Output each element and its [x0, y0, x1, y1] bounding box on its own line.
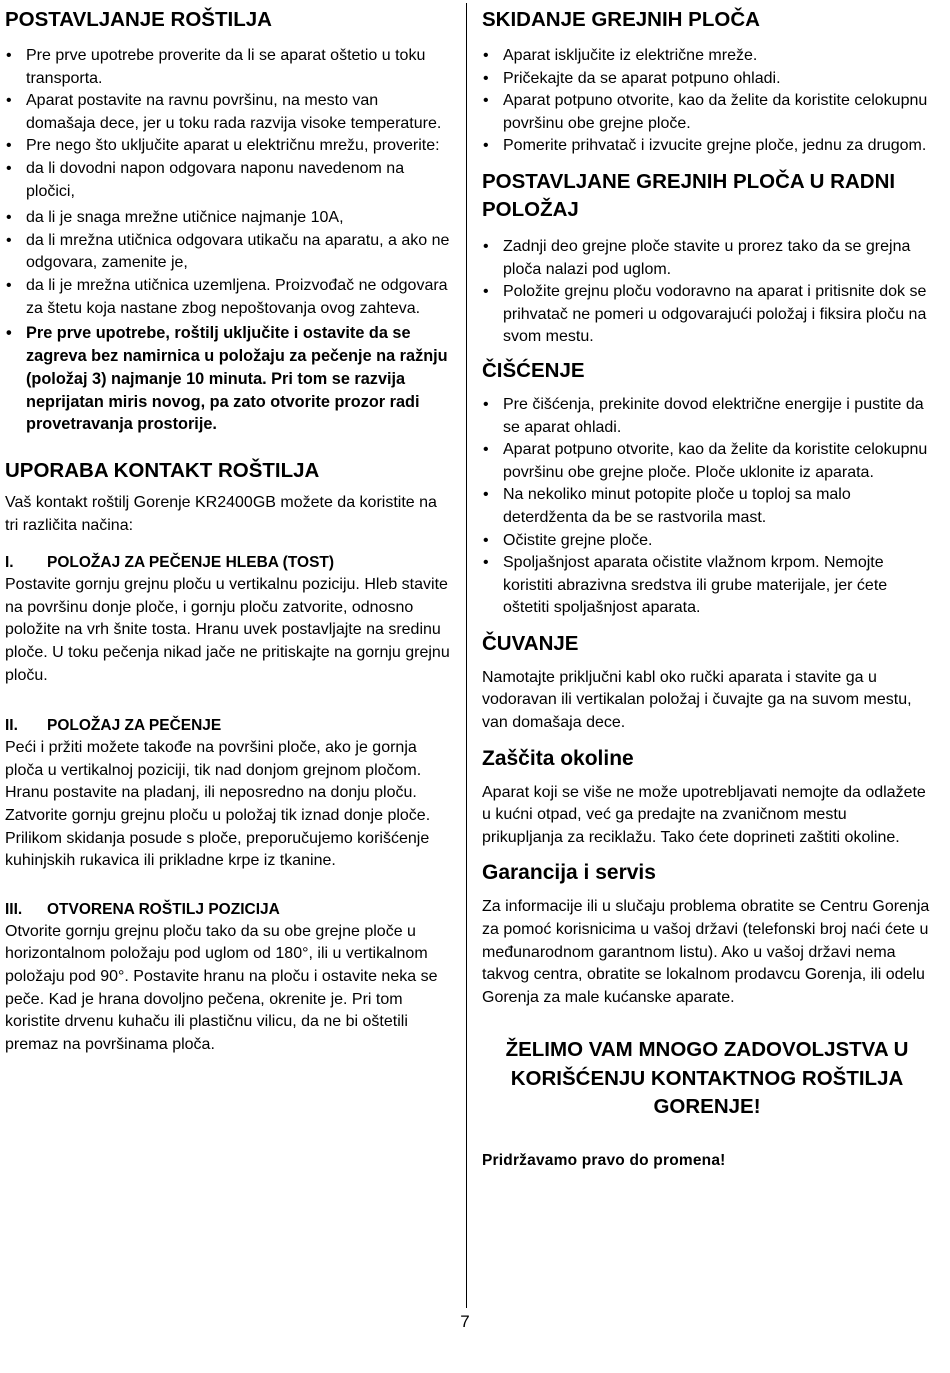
list-item: • Aparat isključite iz električne mreže. [482, 45, 932, 68]
list-item: • Aparat potpuno otvorite, kao da želite da koristite celokupnu površinu obe grejne ploče. Ploče uklonite iz aparata. [482, 439, 932, 484]
list-item: • Aparat postavite na ravnu površinu, na mesto van domašaja dece, jer u toku rada razvija visoke temperature. [5, 90, 450, 135]
body-text: Postavite gornju grejnu ploču u vertikalnu poziciju. Hleb stavite na površinu donje ploče, i gornju ploču zatvorite, odnosno položite na vrh šnite tosta. Hranu uvek postavljajte na sredinu ploče. U toku pečenja nikad jače ne pritiskajte na gornju grejnu ploču. [5, 576, 450, 684]
body-text: Za informacije ili u slučaju problema obratite se Centru Gorenja za pomoć korisnicima u vašoj državi (telefonski broj naći ćete u međunarodnom garantnom listu). Ako u vašoj državi nema takvog centra, obratite se lokalnom prodavcu Gorenja, ili odelu Gorenja za male kućanske aparate. [482, 898, 930, 1006]
section-title-postavljanje: POSTAVLJANJE ROŠTILJA [5, 8, 272, 31]
subsection-title: POLOŽAJ ZA PEČENJE HLEBA (TOST) [47, 554, 335, 572]
body-text: Hranu postavite na pladanj, ili neposredno na donju ploču. Zatvorite gornju grejnu ploču u položaj tik iznad donje ploče. Prilikom skidanja posude s ploče, preporučujemo korišćenje kuhinjskih rukavica ili prikladne krpe iz tkanine. [5, 784, 431, 870]
removal-list [482, 45, 932, 158]
list-item: • Očistite grejne ploče. [482, 530, 932, 553]
subsection-number: II. [5, 717, 18, 735]
body-text: Aparat koji se više ne može upotrebljavati nemojte da odlažete u kućni otpad, već ga predajte na zvaničnom mestu prikupljanja za reciklažu. Tako ćete doprineti zaštiti okoline. [482, 783, 926, 846]
section-title-uporaba: UPORABA KONTAKT ROŠTILJA [5, 459, 320, 483]
body-text: Otvorite gornju grejnu ploču tako da su obe grejne ploče u horizontalnom položaju pod uglom od 180°, ili u vertikalnom položaju pod 90°. Postavite hranu na ploču i ostavite neka se peče. Kad je hrana dovoljno pečena, okrenite je. Pri tom koristite drvenu kuhaču ili plastičnu vilicu, da ne bi oštetili premaz na površinama ploča. [5, 922, 438, 1053]
subsection-heading-3 [5, 899, 450, 921]
subsection-number: III. [5, 900, 23, 918]
setup-list [5, 45, 450, 436]
list-item: • Zadnji deo grejne ploče stavite u prorez tako da se grejna ploča nalazi pod uglom. [482, 236, 932, 281]
list-item: • Pomerite prihvatač i izvucite grejne ploče, jednu za drugom. [482, 135, 932, 158]
list-item: • da li je snaga mrežne utičnice najmanje 10A, [5, 207, 450, 230]
subsection-number: I. [5, 554, 14, 572]
list-item: • Pričekajte da se aparat potpuno ohladi. [482, 68, 932, 91]
list-item: • da li mrežna utičnica odgovara utikaču na aparatu, a ako ne odgovara, zamenite je, [5, 230, 450, 275]
list-item: • da li dovodni napon odgovara naponu navedenom na pločici, [5, 158, 450, 203]
right-column [482, 0, 932, 1173]
cleaning-list [482, 394, 932, 620]
list-item: • Na nekoliko minut potopite ploče u toploj sa malo deterdženta da be se rastvorila mast. [482, 484, 932, 529]
list-item: • Pre čišćenja, prekinite dovod električne energije i pustite da se aparat ohladi. [482, 394, 932, 439]
body-text: Peći i pržiti možete takođe na površini ploče, ako je gornja ploča u vertikalnoj poziciji, tik nad donjom grejnom pločom. [5, 739, 422, 779]
list-item: • Pre nego što uključite aparat u električnu mrežu, proverite: [5, 135, 450, 158]
list-item-bold: • Pre prve upotrebe, roštilj uključite i ostavite da se zagreva bez namirnica u položaju za pečenje na ražnju (položaj 3) najmanje 10 minuta. Pri tom se razvija neprijatan miris novog, pa zato otvorite prozor radi provetravanja prostorije. [5, 322, 450, 436]
list-item: • da li je mrežna utičnica uzemljena. Proizvođač ne odgovara za štetu koja nastane zbog nepoštovanja ovog zahteva. [5, 275, 450, 320]
section-title-postavljane: POSTAVLJANE GREJNIH PLOČA U RADNI POLOŽAJ [482, 169, 896, 221]
section-title-zascita: Zaščita okoline [482, 746, 634, 770]
subsection-title: OTVORENA ROŠTILJ POZICIJA [47, 900, 280, 918]
column-divider [466, 3, 467, 1308]
list-item: • Aparat potpuno otvorite, kao da želite da koristite celokupnu površinu obe grejne ploče. [482, 90, 932, 135]
section-title-ciscenje: ČIŠĆENJE [482, 358, 585, 382]
body-text: Namotajte priključni kabl oko ručki aparata i stavite ga u vodoravan ili vertikalan položaj i čuvajte ga na suvom mestu, van domašaja dece. [482, 668, 912, 732]
page-number: 7 [460, 1312, 470, 1331]
disclaimer-note: Pridržavamo pravo do promena! [482, 1151, 726, 1169]
subsection-heading-2 [5, 715, 450, 737]
list-item: • Pre prve upotrebe proverite da li se aparat oštetio u toku transporta. [5, 45, 450, 90]
section-title-cuvanje: ČUVANJE [482, 631, 579, 655]
intro-text: Vaš kontakt roštilj Gorenje KR2400GB možete da koristite na tri različita načina: [5, 494, 437, 534]
section-title-garancija: Garancija i servis [482, 861, 656, 885]
subsection-heading-1 [5, 552, 450, 574]
left-column [5, 0, 450, 1056]
closing-message: ŽELIMO VAM MNOGO ZADOVOLJSTVA U KORIŠĆENJU KONTAKTNOG ROŠTILJA GORENJE! [505, 1038, 909, 1119]
install-list [482, 236, 932, 349]
subsection-title: POLOŽAJ ZA PEČENJE [47, 717, 222, 735]
list-item: • Spoljašnjost aparata očistite vlažnom krpom. Nemojte koristiti abrazivna sredstva ili grube materijale, jer ćete oštetiti spoljašnjost aparata. [482, 552, 932, 620]
list-item: • Položite grejnu ploču vodoravno na aparat i pritisnite dok se prihvatač ne pomeri u odgovarajući položaj i fiksira ploču na svom mestu. [482, 281, 932, 349]
section-title-skidanje: SKIDANJE GREJNIH PLOČA [482, 8, 760, 31]
